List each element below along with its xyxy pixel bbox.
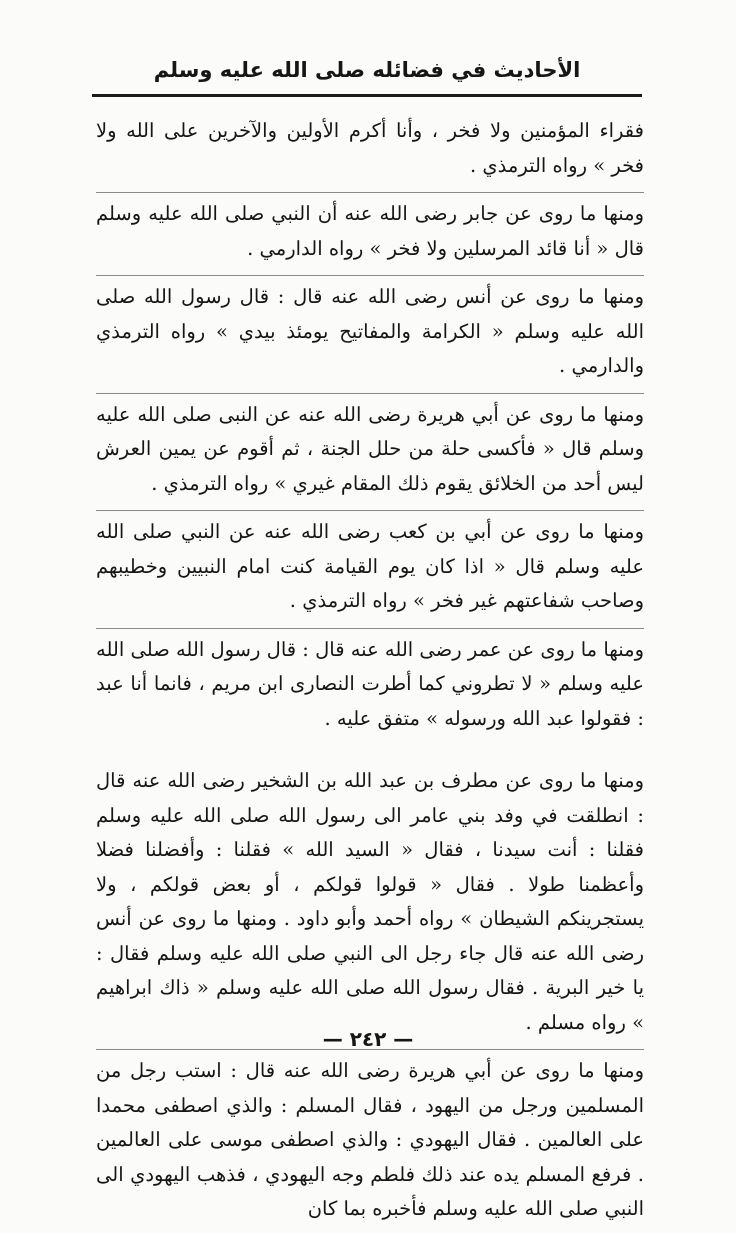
paragraph: ومنها ما روى عن أبي هريرة رضى الله عنه قال : استب رجل من المسلمين ورجل من اليهود ، فقال المسلم : والذي اصطفى محمدا على العالمين . فقال اليهودي : والذي اصطفى موسى على العالمين . فرفع المسلم يده عند ذلك فلطم وجه اليهودي ، فذهب اليهودي الى النبي صلى الله عليه وسلم فأخبره بما كان bbox=[96, 1059, 644, 1220]
paragraph: ومنها ما روى عن جابر رضى الله عنه أن النبي صلى الله عليه وسلم قال « أنا قائد المرسلين ولا فخر » رواه الدارمي . bbox=[96, 202, 644, 260]
page-number: — ٢٤٢ — bbox=[322, 1027, 414, 1051]
paragraph: ومنها ما روى عن أبي بن كعب رضى الله عنه عن النبي صلى الله عليه وسلم قال « اذا كان يوم القيامة كنت امام النبيين وخطيبهم وصاحب شفاعتهم غير فخر » رواه الترمذي . bbox=[96, 520, 644, 612]
paragraph: ومنها ما روى عن مطرف بن عبد الله بن الشخير رضى الله عنه قال : انطلقت في وفد بني عامر الى رسول الله صلى الله عليه وسلم فقلنا : أنت سيدنا ، فقال « السيد الله » فقلنا : وأفضلنا فضلا وأعظمنا طولا . فقال « قولوا قولكم ، أو بعض قولكم ، ولا يستجرينكم الشيطان » رواه أحمد وأبو داود . ومنها ما روى عن أنس رضى الله عنه قال جاء رجل الى النبي صلى الله عليه وسلم فقال : يا خير البرية . فقال رسول الله صلى الله عليه وسلم « ذاك ابراهيم » رواه مسلم . bbox=[96, 769, 644, 1034]
paragraph: ومنها ما روى عن أبي هريرة رضى الله عنه عن النبى صلى الله عليه وسلم قال « فأكسى حلة من حلل الجنة ، ثم أقوم عن يمين العرش ليس أحد من الخلائق يقوم ذلك المقام غيري » رواه الترمذي . bbox=[96, 402, 644, 495]
paragraph-gap bbox=[96, 742, 644, 760]
paragraph: فقراء المؤمنين ولا فخر ، وأنا أكرم الأولين والآخرين على الله ولا فخر » رواه الترمذي . bbox=[96, 119, 644, 177]
page-title: الأحاديث في فضائله صلى الله عليه وسلم bbox=[92, 58, 642, 97]
paragraph: ومنها ما روى عن عمر رضى الله عنه قال : قال رسول الله صلى الله عليه وسلم « لا تطروني كما أطرت النصارى ابن مريم ، فانما أنا عبد : فقولوا عبد الله ورسوله » متفق عليه . bbox=[96, 637, 644, 730]
text-body bbox=[96, 110, 644, 1233]
paragraph: ومنها ما روى عن أنس رضى الله عنه قال : قال رسول الله صلى الله عليه وسلم « الكرامة والمفاتيح يومئذ بيدي » رواه الترمذي والدارمي . bbox=[96, 285, 644, 377]
